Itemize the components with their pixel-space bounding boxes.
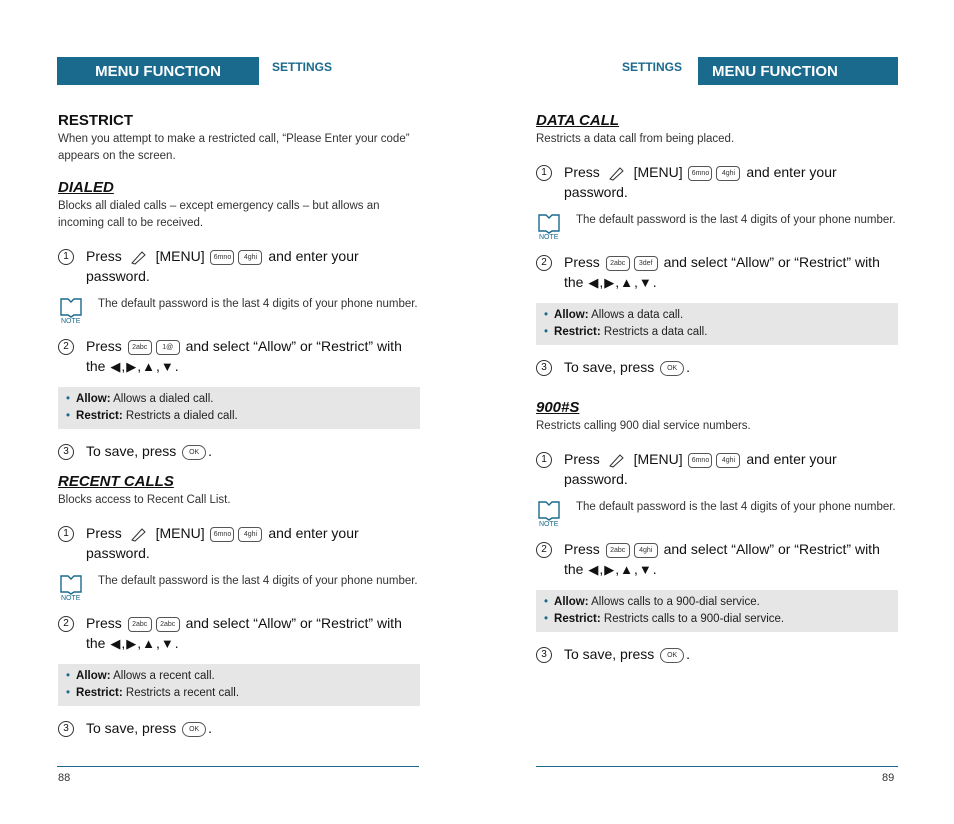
note-text: The default password is the last 4 digits of your phone number. — [98, 298, 418, 310]
up-arrow-icon: ▲ — [142, 359, 156, 374]
down-arrow-icon: ▼ — [160, 636, 174, 651]
step-number: 2 — [536, 542, 552, 558]
step-number: 2 — [536, 255, 552, 271]
900s-desc: Restricts calling 900 dial service numbers. — [536, 420, 751, 432]
right-arrow-icon: ▶ — [126, 636, 137, 651]
step-text: and enter your password. — [86, 248, 359, 284]
menu-text: [MENU] — [633, 164, 683, 180]
pen-key-icon — [608, 452, 626, 468]
key-2-icon: 2abc — [128, 340, 152, 355]
900s-step-3: 3 To save, press OK . — [536, 644, 898, 664]
step-text: the — [86, 358, 106, 374]
data-options-box — [536, 303, 898, 345]
step-text: the — [86, 635, 106, 651]
data-call-desc: Restricts a data call from being placed. — [536, 133, 735, 145]
step-text: and select “Allow” or “Restrict” with — [185, 338, 402, 354]
page-number-left: 88 — [58, 772, 71, 784]
settings-label-right: SETTINGS — [622, 60, 683, 74]
down-arrow-icon: ▼ — [638, 562, 652, 577]
key-4-icon: 4ghi — [716, 166, 740, 181]
dialed-title: DIALED — [58, 179, 114, 196]
dialed-step-3: 3 To save, press OK . — [58, 441, 420, 461]
step-number: 3 — [536, 360, 552, 376]
menu-text: [MENU] — [155, 525, 205, 541]
key-6-icon: 6mno — [688, 166, 712, 181]
step-text: the — [564, 274, 584, 290]
step-number: 1 — [536, 165, 552, 181]
key-3-icon: 3def — [634, 256, 658, 271]
key-6-icon: 6mno — [210, 250, 234, 265]
step-text: Press — [564, 254, 600, 270]
step-text: Press — [564, 541, 600, 557]
down-arrow-icon: ▼ — [160, 359, 174, 374]
step-text: Press — [86, 525, 122, 541]
left-arrow-icon: ◀ — [110, 636, 121, 651]
key-4-icon: 4ghi — [634, 543, 658, 558]
pen-key-icon — [130, 526, 148, 542]
left-column — [58, 112, 420, 738]
dialed-desc: Blocks all dialed calls – except emergency calls – but allows an incoming call to be received. — [58, 200, 380, 229]
900s-step-1 — [536, 449, 898, 489]
recent-step-3: 3 To save, press OK . — [58, 718, 420, 738]
step-text: To save, press — [564, 359, 655, 375]
step-text: Press — [564, 164, 600, 180]
svg-text:NOTE: NOTE — [61, 318, 81, 324]
allow-item: • Allow: Allows a recent call. — [66, 668, 412, 685]
restrict-desc: When you attempt to make a restricted call, “Please Enter your code” appears on the screen. — [58, 133, 410, 162]
up-arrow-icon: ▲ — [620, 275, 634, 290]
dialed-options-box — [58, 387, 420, 429]
recent-calls-title: RECENT CALLS — [58, 473, 174, 490]
pen-key-icon — [608, 165, 626, 181]
ok-key-icon: OK — [182, 722, 206, 737]
step-number: 1 — [58, 526, 74, 542]
note-icon — [58, 573, 84, 601]
key-6-icon: 6mno — [688, 453, 712, 468]
right-arrow-icon: ▶ — [604, 275, 615, 290]
recent-step-2: 2 Press 2abc 2abc and select “Allow” or “Restrict” with the ◀,▶,▲,▼. — [58, 613, 420, 654]
menu-function-header-right — [698, 57, 898, 85]
key-1-icon: 1@ — [156, 340, 180, 355]
svg-text:NOTE: NOTE — [539, 521, 559, 527]
step-text: and select “Allow” or “Restrict” with — [663, 541, 880, 557]
restrict-item: • Restrict: Restricts a dialed call. — [66, 408, 412, 425]
allow-item: • Allow: Allows a data call. — [544, 307, 890, 324]
recent-options-box — [58, 664, 420, 706]
step-text: the — [564, 561, 584, 577]
note-icon — [58, 296, 84, 324]
key-4-icon: 4ghi — [716, 453, 740, 468]
900s-options-box — [536, 590, 898, 632]
step-text: To save, press — [564, 646, 655, 662]
data-call-title: DATA CALL — [536, 112, 620, 129]
down-arrow-icon: ▼ — [638, 275, 652, 290]
key-4-icon: 4ghi — [238, 527, 262, 542]
header-label: MENU FUNCTION — [95, 62, 221, 80]
up-arrow-icon: ▲ — [620, 562, 634, 577]
900s-title: 900#S — [536, 399, 580, 416]
left-arrow-icon: ◀ — [588, 562, 599, 577]
step-text: and select “Allow” or “Restrict” with — [663, 254, 880, 270]
page-number-right: 89 — [882, 772, 895, 784]
header-label: MENU FUNCTION — [712, 62, 838, 80]
data-step-2: 2 Press 2abc 3def and select “Allow” or “Restrict” with the ◀,▶,▲,▼. — [536, 252, 898, 293]
svg-text:NOTE: NOTE — [539, 234, 559, 240]
restrict-title: RESTRICT — [58, 112, 133, 129]
key-2-icon: 2abc — [606, 256, 630, 271]
svg-text:NOTE: NOTE — [61, 595, 81, 601]
allow-item: • Allow: Allows calls to a 900-dial service. — [544, 594, 890, 611]
step-text: and enter your password. — [564, 164, 837, 200]
note — [536, 212, 898, 240]
key-6-icon: 6mno — [210, 527, 234, 542]
900s-step-2: 2 Press 2abc 4ghi and select “Allow” or “Restrict” with the ◀,▶,▲,▼. — [536, 539, 898, 580]
step-text: Press — [564, 451, 600, 467]
note-text: The default password is the last 4 digits of your phone number. — [98, 575, 418, 587]
step-number: 1 — [536, 452, 552, 468]
restrict-item: • Restrict: Restricts a recent call. — [66, 685, 412, 702]
ok-key-icon: OK — [182, 445, 206, 460]
footer-rule-right — [536, 766, 898, 767]
restrict-item: • Restrict: Restricts a data call. — [544, 324, 890, 341]
dialed-step-1 — [58, 246, 420, 286]
ok-key-icon: OK — [660, 648, 684, 663]
note — [58, 573, 420, 601]
step-number: 3 — [58, 444, 74, 460]
ok-key-icon: OK — [660, 361, 684, 376]
allow-item: • Allow: Allows a dialed call. — [66, 391, 412, 408]
data-step-3: 3 To save, press OK . — [536, 357, 898, 377]
key-2-icon: 2abc — [156, 617, 180, 632]
step-number: 2 — [58, 616, 74, 632]
step-text: To save, press — [86, 443, 177, 459]
step-text: Press — [86, 338, 122, 354]
key-4-icon: 4ghi — [238, 250, 262, 265]
step-text: and enter your password. — [564, 451, 837, 487]
recent-calls-desc: Blocks access to Recent Call List. — [58, 494, 231, 506]
footer-rule-left — [57, 766, 419, 767]
restrict-item: • Restrict: Restricts calls to a 900-dial service. — [544, 611, 890, 628]
right-column — [536, 112, 898, 664]
step-number: 1 — [58, 249, 74, 265]
left-arrow-icon: ◀ — [110, 359, 121, 374]
note-text: The default password is the last 4 digits of your phone number. — [576, 214, 896, 226]
menu-function-header-left — [57, 57, 259, 85]
settings-label-left: SETTINGS — [272, 60, 333, 74]
menu-text: [MENU] — [155, 248, 205, 264]
data-step-1 — [536, 162, 898, 202]
step-number: 3 — [536, 647, 552, 663]
right-arrow-icon: ▶ — [126, 359, 137, 374]
step-text: and enter your password. — [86, 525, 359, 561]
note-icon — [536, 212, 562, 240]
right-arrow-icon: ▶ — [604, 562, 615, 577]
up-arrow-icon: ▲ — [142, 636, 156, 651]
key-2-icon: 2abc — [128, 617, 152, 632]
step-text: Press — [86, 248, 122, 264]
step-text: and select “Allow” or “Restrict” with — [185, 615, 402, 631]
key-2-icon: 2abc — [606, 543, 630, 558]
pen-key-icon — [130, 249, 148, 265]
recent-step-1 — [58, 523, 420, 563]
note-text: The default password is the last 4 digits of your phone number. — [576, 501, 896, 513]
left-arrow-icon: ◀ — [588, 275, 599, 290]
note — [536, 499, 898, 527]
menu-text: [MENU] — [633, 451, 683, 467]
dialed-step-2: 2 Press 2abc 1@ and select “Allow” or “Restrict” with the ◀,▶,▲,▼. — [58, 336, 420, 377]
note-icon — [536, 499, 562, 527]
step-text: Press — [86, 615, 122, 631]
step-number: 3 — [58, 721, 74, 737]
step-number: 2 — [58, 339, 74, 355]
step-text: To save, press — [86, 720, 177, 736]
note — [58, 296, 420, 324]
